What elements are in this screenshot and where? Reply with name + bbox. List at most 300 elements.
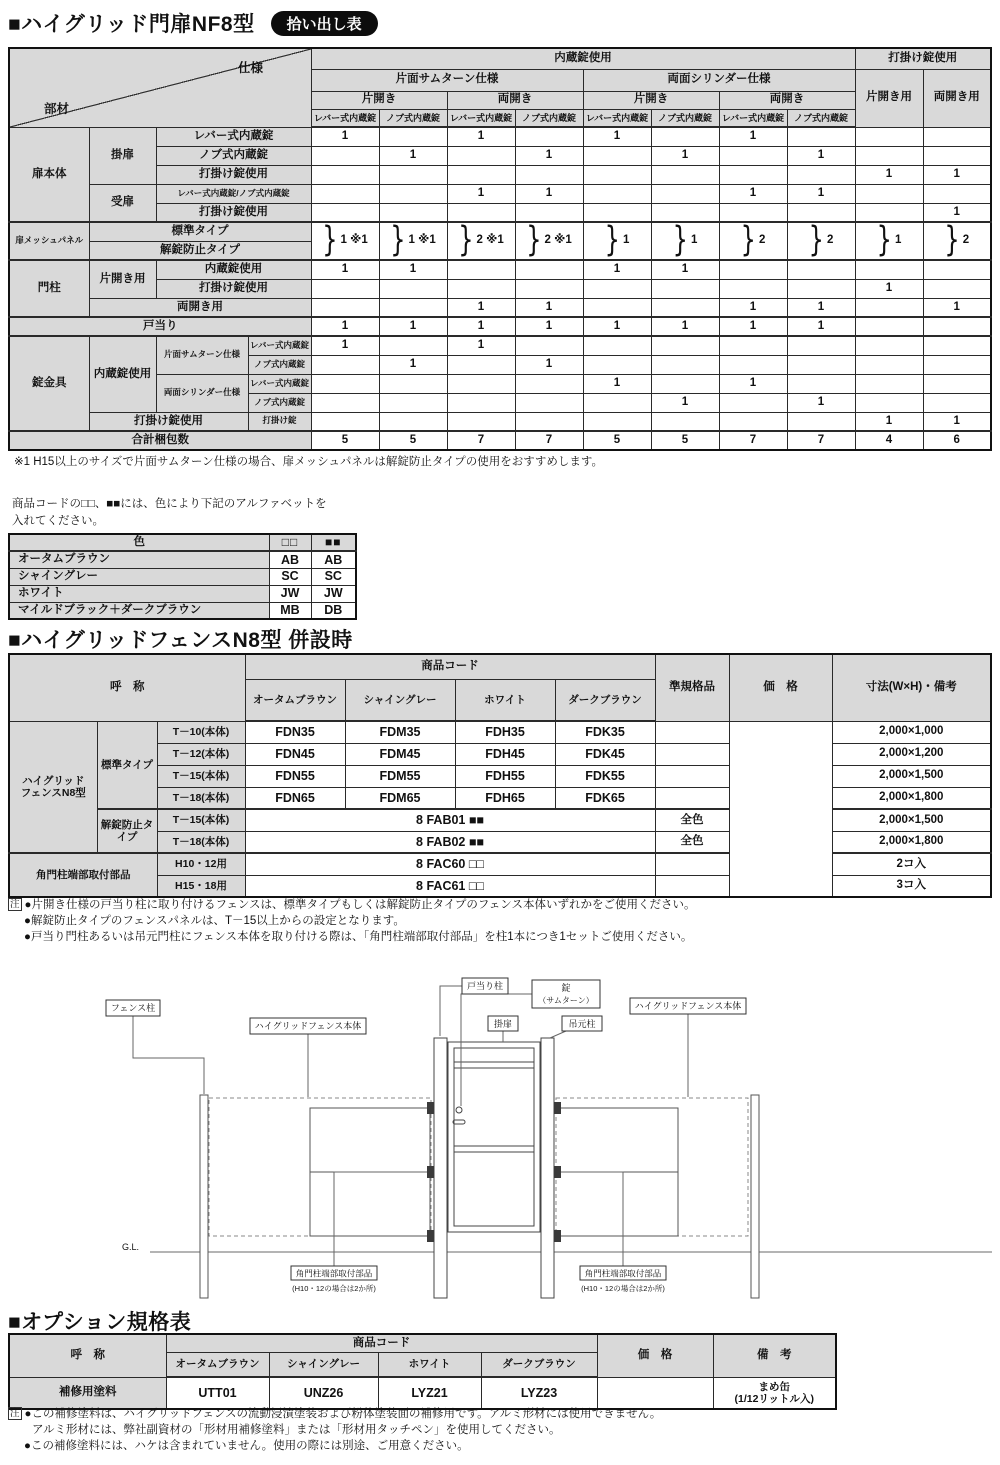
table-cell	[855, 127, 923, 146]
table-cell: 角門柱端部取付部品	[9, 853, 157, 897]
table-cell: 7	[719, 431, 787, 450]
lock-label-line1: 錠	[561, 983, 571, 993]
cell-value: 2	[758, 234, 766, 247]
cell-value: 1	[690, 234, 698, 247]
cell-value: 2	[826, 234, 834, 247]
brace-glyph: }	[672, 222, 688, 260]
table-cell: 1	[583, 374, 651, 393]
table-cell	[787, 127, 855, 146]
table-cell: 打掛け錠使用	[156, 203, 311, 222]
table-cell	[923, 222, 991, 260]
table-cell	[855, 317, 923, 336]
table-cell: 1	[311, 260, 379, 279]
section1-title: ■ハイグリッド門扉NF8型	[8, 13, 255, 36]
table-row	[9, 1334, 836, 1352]
table-cell: 両面シリンダー仕様	[583, 69, 855, 91]
table-cell	[651, 222, 719, 260]
table-cell: SC	[269, 568, 311, 585]
cell-line: ハイグリッド	[22, 774, 85, 787]
table-cell	[583, 165, 651, 184]
table-cell: 扉本体	[9, 127, 89, 222]
table-cell	[787, 165, 855, 184]
table-cell: LYZ23	[481, 1377, 597, 1409]
brace-glyph: }	[526, 222, 542, 260]
fence-panel-right-outline	[556, 1098, 748, 1236]
cell-line: フェンスN8型	[20, 786, 86, 799]
table-cell: 7	[515, 431, 583, 450]
table-cell: 1	[719, 374, 787, 393]
table-cell	[447, 146, 515, 165]
table-cell: FDM55	[345, 765, 455, 787]
table-row	[9, 127, 991, 146]
color-code-note	[12, 496, 327, 530]
table-cell: 5	[651, 431, 719, 450]
table-row	[9, 260, 991, 279]
table-cell: 1	[379, 260, 447, 279]
table-cell: レバー式内蔵錠	[447, 109, 515, 127]
table-cell: 8 FAC60 □□	[245, 853, 655, 875]
table-cell	[719, 165, 787, 184]
table-cell: 扉メッシュパネル	[9, 222, 89, 260]
table-cell: 5	[311, 431, 379, 450]
table-cell: 打掛け錠使用	[156, 165, 311, 184]
table-cell	[787, 260, 855, 279]
table-cell: 1	[515, 317, 583, 336]
table-cell: 1	[855, 165, 923, 184]
table-cell	[583, 412, 651, 431]
color-code-note-line1: 商品コードの□□、■■には、色により下記のアルファベットを	[12, 498, 327, 510]
table-cell: 2,000×1,000	[832, 721, 991, 743]
table-cell: FDM35	[345, 721, 455, 743]
table-cell: FDH55	[455, 765, 555, 787]
table-cell	[311, 184, 379, 203]
table-row	[9, 184, 991, 203]
table-cell: 8 FAB01 ■■	[245, 809, 655, 831]
corner-part-left-label: 角門柱端部取付部品	[295, 1268, 373, 1279]
table-cell	[379, 393, 447, 412]
table-cell: 1	[923, 412, 991, 431]
table-cell: 2,000×1,800	[832, 787, 991, 809]
corner-part-right-note: (H10・12の場合は2か所)	[581, 1284, 665, 1293]
table-cell: 準規格品	[655, 654, 729, 721]
table-row	[9, 1377, 836, 1409]
table-cell: 1	[583, 317, 651, 336]
corner-part-label: 部材	[44, 102, 70, 117]
table-cell	[719, 203, 787, 222]
table-cell	[855, 355, 923, 374]
table-cell: 1	[855, 412, 923, 431]
table-row	[9, 431, 991, 450]
fence-panel-left-outline	[209, 1098, 431, 1236]
table-cell: 5	[583, 431, 651, 450]
table-cell: 掛扉	[89, 127, 156, 184]
table-cell: 全色	[655, 831, 729, 853]
table-cell	[651, 127, 719, 146]
table-cell	[515, 203, 583, 222]
table-cell	[515, 279, 583, 298]
table-cell	[855, 298, 923, 317]
table-cell: FDN65	[245, 787, 345, 809]
table-cell: 両面シリンダー仕様	[156, 374, 248, 412]
table-cell: 1	[787, 298, 855, 317]
table-cell: 片面サムターン仕様	[311, 69, 583, 91]
brace-glyph: }	[808, 222, 824, 260]
table-row	[9, 336, 991, 355]
table-row	[9, 585, 356, 602]
section3-header	[8, 1306, 191, 1336]
table-cell: FDN35	[245, 721, 345, 743]
table-cell: 2,000×1,500	[832, 809, 991, 831]
table-row	[9, 279, 991, 298]
door-stop-post-label: 戸当り柱	[466, 981, 504, 991]
table-cell	[923, 317, 991, 336]
table-cell: 打掛け錠使用	[855, 48, 991, 69]
table-row	[9, 203, 991, 222]
table-cell	[583, 279, 651, 298]
table-cell	[719, 355, 787, 374]
table-cell: 片開き用	[855, 69, 923, 127]
fence-note-line	[8, 897, 695, 913]
table-cell: レバー式内蔵錠	[156, 127, 311, 146]
table-cell: T－10(本体)	[157, 721, 245, 743]
table-cell: 1	[719, 184, 787, 203]
table-cell	[379, 336, 447, 355]
cell-value: 2 ※1	[544, 234, 572, 247]
table-cell	[719, 260, 787, 279]
option-note-1: ●この補修塗料は、ハイグリッドフェンスの流動浸漬塗装および粉体塗装面の補修用です。アルミ形材には使用できません。	[24, 1408, 662, 1420]
table-cell	[787, 412, 855, 431]
table-cell: 1	[311, 317, 379, 336]
table-cell: FDH35	[455, 721, 555, 743]
table-cell	[379, 279, 447, 298]
gate-door	[448, 1042, 540, 1232]
table-cell: 標準タイプ	[97, 721, 157, 809]
cell-value: 2 ※1	[476, 234, 504, 247]
table-cell	[311, 355, 379, 374]
fence-notes	[8, 897, 695, 945]
cell-value: 1 ※1	[340, 234, 368, 247]
table-cell: 両開き用	[89, 298, 311, 317]
fence-post-left	[200, 1095, 208, 1298]
table-row	[9, 743, 991, 765]
table-cell: 解錠防止タイプ	[97, 809, 157, 853]
table-cell: 内蔵錠使用	[89, 336, 156, 412]
table-cell: LYZ21	[378, 1377, 481, 1409]
table-cell	[583, 336, 651, 355]
table-cell	[719, 146, 787, 165]
table-cell	[787, 222, 855, 260]
table-cell	[447, 222, 515, 260]
table-cell	[855, 374, 923, 393]
table-cell: FDK55	[555, 765, 655, 787]
table-cell	[379, 412, 447, 431]
table-cell: FDK35	[555, 721, 655, 743]
corner-spec-label: 仕様	[238, 61, 264, 75]
ground-level-label: G.L.	[122, 1242, 140, 1252]
table-cell: レバー式内蔵錠	[248, 336, 311, 355]
table-cell: 3コ入	[832, 875, 991, 897]
table-cell	[379, 298, 447, 317]
fence-post-label: フェンス柱	[110, 1003, 156, 1013]
table-row	[9, 853, 991, 875]
cell-value: 1 ※1	[408, 234, 436, 247]
table-cell: 戸当り	[9, 317, 311, 336]
table-cell	[447, 165, 515, 184]
table-cell	[447, 355, 515, 374]
cell-value: 2	[962, 234, 970, 247]
table-row	[9, 222, 991, 241]
table-cell: ダークブラウン	[555, 679, 655, 721]
table-cell	[923, 279, 991, 298]
fence-body-left-label: ハイグリッドフェンス本体	[254, 1021, 362, 1031]
table-cell: 1	[447, 298, 515, 317]
table-cell: ホワイト	[9, 585, 269, 602]
table-cell: 商品コード	[166, 1334, 597, 1352]
table-cell	[923, 355, 991, 374]
table-cell: ノブ式内蔵錠	[248, 355, 311, 374]
table-cell: 商品コード	[245, 654, 655, 679]
table-cell	[719, 412, 787, 431]
fence-note-3: ●戸当り門柱あるいは吊元門柱にフェンス本体を取り付ける際は、「角門柱端部取付部品」を柱1本につき1セットご使用ください。	[24, 931, 693, 943]
table-cell	[655, 875, 729, 897]
table-cell	[651, 412, 719, 431]
table-row	[9, 298, 991, 317]
table-cell: 打掛け錠使用	[156, 279, 311, 298]
table-cell	[9, 721, 97, 853]
table-cell: 1	[923, 298, 991, 317]
table-cell: ホワイト	[455, 679, 555, 721]
table-cell	[787, 336, 855, 355]
table-cell: 1	[515, 146, 583, 165]
section3-title: ■オプション規格表	[8, 1311, 192, 1334]
table-cell	[311, 279, 379, 298]
table-cell	[583, 393, 651, 412]
table-cell: レバー式内蔵錠	[719, 109, 787, 127]
brace-glyph: }	[390, 222, 406, 260]
table-cell: 8 FAB02 ■■	[245, 831, 655, 853]
table-cell	[597, 1377, 713, 1409]
table-cell: 両開き	[447, 91, 583, 109]
table-cell: 1	[515, 184, 583, 203]
brace-glyph: }	[458, 222, 474, 260]
table-cell: 1	[447, 127, 515, 146]
table-row	[9, 831, 991, 853]
table-row	[9, 551, 356, 568]
table-cell	[583, 355, 651, 374]
thumb-turn-icon	[456, 1107, 462, 1113]
table-cell: 受扉	[89, 184, 156, 222]
table-cell	[719, 279, 787, 298]
hanging-door-label: 掛扉	[493, 1019, 513, 1029]
door-handle-icon	[453, 1120, 465, 1124]
table-cell: 1	[447, 336, 515, 355]
table-cell: 1	[447, 317, 515, 336]
table-row	[9, 146, 991, 165]
table-cell	[655, 721, 729, 743]
table-cell	[583, 203, 651, 222]
table-cell: 両開き	[719, 91, 855, 109]
table-cell: 8 FAC61 □□	[245, 875, 655, 897]
table-cell	[787, 374, 855, 393]
table-cell	[855, 184, 923, 203]
table-cell: 全色	[655, 809, 729, 831]
option-spec-table	[8, 1333, 837, 1410]
table-cell: 呼 称	[9, 1334, 166, 1377]
table-cell: 解錠防止タイプ	[89, 241, 311, 260]
table-cell: 2,000×1,500	[832, 765, 991, 787]
table-cell: 1	[515, 298, 583, 317]
table-cell: ■■	[311, 534, 356, 551]
table-cell	[447, 260, 515, 279]
table-cell	[447, 393, 515, 412]
table-cell: 内蔵錠使用	[311, 48, 855, 69]
table-cell: T－15(本体)	[157, 765, 245, 787]
table-cell	[787, 279, 855, 298]
table-cell	[515, 222, 583, 260]
table-cell	[311, 412, 379, 431]
fence-spec-table	[8, 653, 992, 898]
table-cell: 1	[311, 336, 379, 355]
option-notes	[8, 1406, 661, 1454]
table-cell: UTT01	[166, 1377, 269, 1409]
table-cell: 1	[583, 260, 651, 279]
table-cell: 1	[311, 127, 379, 146]
table-cell: ノブ式内蔵錠	[515, 109, 583, 127]
cell-value: 1	[622, 234, 630, 247]
gate-pickup-table	[8, 47, 992, 451]
table-cell	[651, 184, 719, 203]
cell-line: まめ缶	[758, 1380, 790, 1393]
table-cell: 1	[515, 355, 583, 374]
footnote-mesh: ※1 H15以上のサイズで片面サムターン仕様の場合、扉メッシュパネルは解錠防止タイプの使用をおすすめします。	[14, 456, 603, 468]
table-cell: ノブ式内蔵錠	[651, 109, 719, 127]
table-cell	[379, 127, 447, 146]
table-cell: 6	[923, 431, 991, 450]
table-cell: 価 格	[597, 1334, 713, 1377]
table-cell	[379, 374, 447, 393]
table-corner-cell	[9, 48, 311, 127]
table-cell	[651, 279, 719, 298]
table-cell	[515, 374, 583, 393]
table-cell: 色	[9, 534, 269, 551]
table-cell: 1	[719, 127, 787, 146]
table-cell: オータムブラウン	[9, 551, 269, 568]
table-cell	[583, 184, 651, 203]
table-cell	[379, 184, 447, 203]
table-cell	[923, 146, 991, 165]
table-cell	[719, 222, 787, 260]
table-cell: ノブ式内蔵錠	[787, 109, 855, 127]
color-code-table	[8, 533, 357, 620]
table-cell: FDN55	[245, 765, 345, 787]
table-cell	[583, 222, 651, 260]
table-cell: レバー式内蔵錠/ノブ式内蔵錠	[156, 184, 311, 203]
table-cell: 片面サムターン仕様	[156, 336, 248, 374]
table-cell	[855, 336, 923, 355]
table-cell: 4	[855, 431, 923, 450]
table-cell	[515, 165, 583, 184]
table-cell	[311, 298, 379, 317]
table-row	[9, 534, 356, 551]
table-cell: 1	[583, 127, 651, 146]
table-cell: オータムブラウン	[166, 1352, 269, 1377]
table-cell: レバー式内蔵錠	[583, 109, 651, 127]
option-note-line	[8, 1406, 661, 1422]
table-cell	[655, 787, 729, 809]
table-cell: 1	[923, 203, 991, 222]
table-cell: AB	[311, 551, 356, 568]
table-cell: 1	[379, 355, 447, 374]
table-cell	[923, 393, 991, 412]
table-cell: レバー式内蔵錠	[311, 109, 379, 127]
table-cell: 1	[379, 317, 447, 336]
table-cell: 1	[787, 317, 855, 336]
fence-post-right	[751, 1095, 759, 1298]
table-cell	[855, 146, 923, 165]
table-cell: AB	[269, 551, 311, 568]
table-cell: ノブ式内蔵錠	[379, 109, 447, 127]
table-cell	[651, 298, 719, 317]
table-cell	[379, 165, 447, 184]
table-cell: 1	[447, 184, 515, 203]
table-cell	[379, 222, 447, 260]
table-cell: シャイングレー	[9, 568, 269, 585]
table-cell	[923, 184, 991, 203]
table-cell	[311, 393, 379, 412]
table-row	[9, 317, 991, 336]
lock-label-line2: （サムターン）	[538, 996, 594, 1005]
note-mark-icon: 注	[10, 899, 20, 910]
table-cell	[655, 853, 729, 875]
table-row	[9, 374, 991, 393]
table-cell: 5	[379, 431, 447, 450]
section2-title: ■ハイグリッドフェンスN8型 併設時	[8, 629, 353, 652]
table-cell: 備 考	[713, 1334, 836, 1377]
table-cell: MB	[269, 602, 311, 619]
fence-body-right-label: ハイグリッドフェンス本体	[634, 1001, 742, 1011]
door-stop-post	[434, 1038, 447, 1298]
table-cell: ノブ式内蔵錠	[248, 393, 311, 412]
table-row	[9, 602, 356, 619]
table-cell: 1	[787, 146, 855, 165]
table-cell: マイルドブラック＋ダークブラウン	[9, 602, 269, 619]
table-cell	[923, 374, 991, 393]
cell-value: 1	[894, 234, 902, 247]
table-cell	[651, 336, 719, 355]
installation-diagram	[0, 958, 1000, 1305]
table-cell: UNZ26	[269, 1377, 378, 1409]
table-cell	[447, 412, 515, 431]
table-cell	[923, 336, 991, 355]
table-cell: FDM45	[345, 743, 455, 765]
table-cell: FDN45	[245, 743, 345, 765]
table-cell	[855, 203, 923, 222]
table-cell: オータムブラウン	[245, 679, 345, 721]
table-cell	[311, 203, 379, 222]
table-row	[9, 654, 991, 679]
table-cell	[655, 765, 729, 787]
table-cell: 1	[923, 165, 991, 184]
section1-header	[8, 8, 378, 38]
table-cell	[515, 393, 583, 412]
table-cell: SC	[311, 568, 356, 585]
table-cell: ノブ式内蔵錠	[156, 146, 311, 165]
fence-note-2: ●解錠防止タイプのフェンスパネルは、T－15以上からの設定となります。	[24, 915, 405, 927]
table-cell	[379, 203, 447, 222]
table-cell	[719, 393, 787, 412]
table-cell: 2,000×1,800	[832, 831, 991, 853]
table-cell	[719, 336, 787, 355]
